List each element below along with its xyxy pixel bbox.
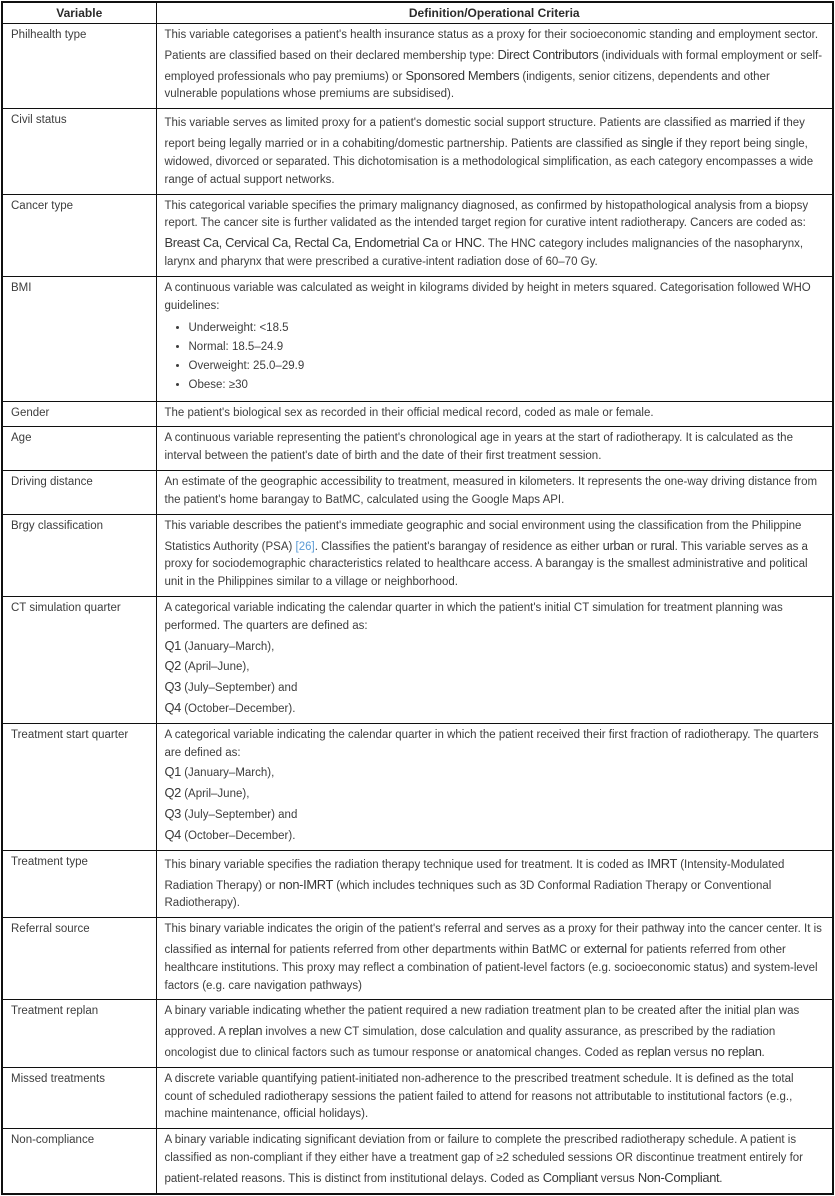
definition-paragraph: A continuous variable was calculated as weight in kilograms divided by height in meters squared. Categorisation followed WHO guidelines: [164, 281, 811, 312]
coded-term: replan [228, 1023, 263, 1039]
definition-cell [156, 1000, 833, 1067]
definition-cell [156, 596, 833, 723]
table-row [2, 1067, 833, 1128]
table-row [2, 194, 833, 276]
definition-paragraph: This categorical variable specifies the primary malignancy diagnosed, as confirmed by histopathological analysis from a biopsy report. The cancer site is further validated as the intended target region for curative intent radiotherapy. Cancers are coded as: Breast Ca, Cervical Ca, Rectal Ca, Endometrial Ca or HNC. The HNC category includes malignancies of the nasopharynx, larynx and pharynx that were prescribed a curative-intent radiation dose of 60–70 Gy. [164, 199, 809, 268]
coded-term: non-IMRT [278, 876, 333, 892]
table-row [2, 471, 833, 515]
table-row [2, 427, 833, 471]
variable-cell: CT simulation quarter [2, 596, 156, 723]
definition-paragraph: A categorical variable indicating the calendar quarter in which the patient's initial CT simulation for treatment planning was performed. The quarters are defined as: [164, 601, 783, 632]
coded-term: HNC [454, 235, 482, 251]
definition-paragraph: This variable serves as limited proxy for a patient's domestic social support structure. Patients are classified as married if they report being legally married or in a cohabiting/domestic partnership. Patients are classified as single if they report being single, widowed, divorced or separated. This dichotomisation is a methodological simplification, as each category encompasses a wide range of actual support networks. [164, 114, 814, 186]
coded-term: Direct Contributors [497, 46, 599, 62]
table-row [2, 918, 833, 1000]
header-row [2, 2, 833, 24]
coded-term: Sponsored Members [405, 67, 520, 83]
definition-paragraph: An estimate of the geographic accessibility to treatment, measured in kilometers. It represents the one-way driving distance from the patient's home barangay to BatMC, calculated using the Google Maps API. [164, 476, 818, 506]
coded-term: external [583, 940, 627, 956]
coded-term: rural [650, 537, 675, 553]
coded-term: no replan [710, 1044, 762, 1059]
definition-paragraph: A binary variable indicating significant deviation from or failure to complete the prescribed radiotherapy schedule. A patient is classified as non-compliant if they either have a treatment gap of ≥2 scheduled sessions OR discontinue treatment entirely for patient-related reasons. This is distinct from institutional delays. Coded as Compliant versus Non-Compliant. [164, 1134, 804, 1185]
table-row [2, 1129, 833, 1194]
variable-cell: Treatment type [2, 850, 156, 917]
quarter-line: Q1 (January–March), [164, 764, 275, 780]
variable-cell: Non-compliance [2, 1129, 156, 1194]
definition-paragraph: This variable categorises a patient's health insurance status as a proxy for their socioeconomic standing and employment sector. Patients are classified based on their declared membership type: Direct Contributors (individuals with formal employment or self-employed professionals who pay premiums) or Sponsored Members (indigents, senior citizens, dependents and other vulnerable populations whose premiums are subsidised). [164, 29, 823, 101]
coded-term: Q4 [164, 700, 181, 715]
table-row [2, 401, 833, 427]
definition-cell [156, 109, 833, 194]
coded-term: replan [636, 1044, 671, 1059]
definition-cell [156, 1067, 833, 1128]
coded-term: Q1 [164, 637, 181, 653]
table-row [2, 109, 833, 194]
variable-cell: Treatment start quarter [2, 723, 156, 850]
definition-cell [156, 850, 833, 917]
variable-cell: Civil status [2, 109, 156, 194]
coded-term: Q3 [164, 679, 181, 695]
variables-definition-table [1, 1, 834, 1195]
definition-paragraph: A continuous variable representing the patient's chronological age in years at the start of radiotherapy. It is calculated as the interval between the patient's date of birth and the date of their first treatment session. [164, 432, 793, 463]
citation-link-26[interactable]: [26] [295, 540, 315, 553]
coded-term: Compliant [542, 1169, 598, 1185]
table-row [2, 723, 833, 850]
table-row [2, 514, 833, 596]
bullet-item: • Underweight: <18.5 [189, 320, 825, 338]
bullet-item: • Normal: 18.5–24.9 [189, 339, 825, 357]
definition-paragraph: The patient's biological sex as recorded in their official medical record, coded as male or female. [164, 406, 654, 419]
definition-cell [156, 276, 833, 401]
definition-cell [156, 194, 833, 276]
variable-cell: Driving distance [2, 471, 156, 515]
quarter-line: Q3 (July–September) and [164, 806, 298, 822]
bullet-item: • Obese: ≥30 [189, 377, 825, 395]
coded-term: Breast Ca, Cervical Ca, Rectal Ca, Endometrial Ca [164, 235, 439, 251]
coded-term: internal [230, 940, 270, 956]
definition-cell [156, 401, 833, 427]
bullet-item: • Overweight: 25.0–29.9 [189, 358, 825, 376]
variable-cell: Treatment replan [2, 1000, 156, 1067]
quarter-line: Q4 (October–December). [164, 700, 296, 715]
table-row [2, 1000, 833, 1067]
variable-cell: Brgy classification [2, 514, 156, 596]
definition-paragraph: A discrete variable quantifying patient-initiated non-adherence to the prescribed treatment schedule. It is defined as the total count of scheduled radiotherapy sessions the patient failed to attend for reasons not attributable to institutional factors (e.g., machine maintenance, official holidays). [164, 1072, 794, 1121]
coded-term: Q4 [164, 826, 181, 842]
coded-term: urban [602, 537, 634, 553]
variable-cell: Referral source [2, 918, 156, 1000]
variable-cell: Cancer type [2, 194, 156, 276]
definition-paragraph: This binary variable indicates the origin of the patient's referral and serves as a proxy for their pathway into the cancer center. It is classified as internal for patients referred from other departments within BatMC or external for patients referred from other healthcare institutions. This proxy may reflect a combination of patient-level factors (e.g. socioeconomic status) and system-level factors (e.g. care navigation pathways) [164, 923, 822, 992]
table-row [2, 850, 833, 917]
coded-term: Q2 [164, 658, 181, 674]
bullet-list [165, 320, 825, 394]
definition-cell [156, 1129, 833, 1194]
table-header [2, 2, 833, 24]
definition-paragraph: This variable describes the patient's immediate geographic and social environment using the classification from the Philippine Statistics Authority (PSA) [26]. Classifies the patient's barangay of residence as either urban or rural. This variable serves as a proxy for sociodemographic characteristics related to healthcare access. A barangay is the smallest administrative and political unit in the Philippines similar to a village or neighborhood. [164, 519, 808, 589]
definition-cell [156, 24, 833, 109]
variable-cell: Age [2, 427, 156, 471]
definition-cell [156, 427, 833, 471]
coded-term: single [641, 135, 673, 151]
quarter-line: Q1 (January–March), [164, 637, 275, 653]
definition-cell [156, 723, 833, 850]
definition-paragraph: A categorical variable indicating the calendar quarter in which the patient received their first fraction of radiotherapy. The quarters are defined as: [164, 728, 819, 759]
coded-term: Q2 [164, 785, 181, 801]
column-header-definition: Definition/Operational Criteria [156, 2, 833, 24]
coded-term: Q3 [164, 806, 181, 822]
coded-term: Non-Compliant [637, 1169, 720, 1185]
definition-cell [156, 471, 833, 515]
quarter-line: Q4 (October–December). [164, 826, 296, 842]
quarter-line: Q2 (April–June), [164, 785, 250, 801]
table-row [2, 24, 833, 109]
table-row [2, 596, 833, 723]
quarter-line: Q2 (April–June), [164, 658, 250, 674]
definition-paragraph: A binary variable indicating whether the patient required a new radiation treatment plan to be created after the initial plan was approved. A replan involves a new CT simulation, dose calculation and quality assurance, as prescribed by the radiation oncologist due to clinical factors such as tumour response or anatomical changes. Coded as replan versus no replan. [164, 1005, 800, 1059]
definition-cell [156, 514, 833, 596]
definition-cell [156, 918, 833, 1000]
variable-cell: BMI [2, 276, 156, 401]
definition-paragraph: This binary variable specifies the radiation therapy technique used for treatment. It is coded as IMRT (Intensity-Modulated Radiation Therapy) or non-IMRT (which includes techniques such as 3D Conformal Radiation Therapy or Conventional Radiotherapy). [164, 855, 785, 910]
table-body [2, 24, 833, 1194]
variable-cell: Philhealth type [2, 24, 156, 109]
table-row [2, 276, 833, 401]
variable-cell: Missed treatments [2, 1067, 156, 1128]
coded-term: married [729, 114, 772, 130]
coded-term: IMRT [647, 855, 677, 871]
column-header-variable: Variable [2, 2, 156, 24]
variable-cell: Gender [2, 401, 156, 427]
quarter-line: Q3 (July–September) and [164, 679, 298, 695]
coded-term: Q1 [164, 764, 181, 780]
